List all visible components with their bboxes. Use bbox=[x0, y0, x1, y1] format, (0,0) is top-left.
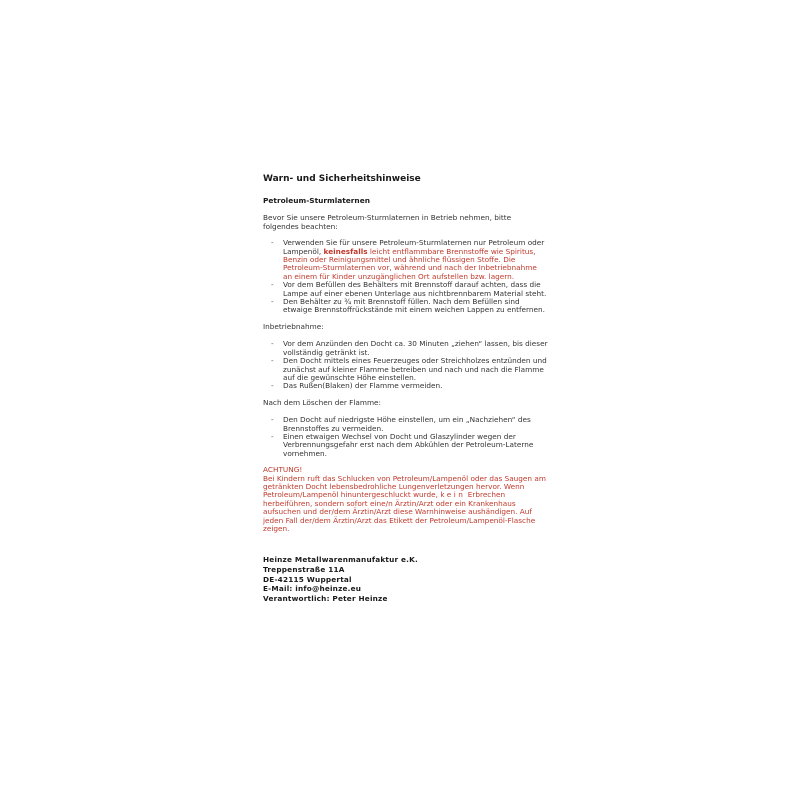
list-item: - Den Behälter zu ¾ mit Brennstoff füllen. Nach dem Befüllen sind etwaige Brennstoffrückstände mit einem weichen Lappen zu entfernen. bbox=[283, 298, 548, 315]
extinguish-list bbox=[263, 416, 548, 458]
warning-text-cont: Erbrechen herbeiführen, sondern sofort eine/n Ärztin/Arzt oder ein Krankenhaus aufsuchen und der/dem Ärztin/Arzt diese Warnhinweise aushändigen. Auf jeden Fall der/dem Ärztin/Arzt das Etikett der Petroleum/Lampenöl-Flasche zeigen. bbox=[263, 490, 536, 533]
section-label-operation: Inbetriebnahme: bbox=[263, 321, 324, 331]
safety-list bbox=[263, 239, 548, 315]
list-item: - Vor dem Anzünden den Docht ca. 30 Minuten „ziehen“ lassen, bis dieser vollständig getränkt ist. bbox=[283, 340, 548, 357]
operation-list bbox=[263, 340, 548, 390]
email-line: E-Mail: info@heinze.eu bbox=[263, 584, 362, 594]
responsible-line: Verantwortlich: Peter Heinze bbox=[263, 593, 388, 603]
warning-text-cont: leicht entflammbare Brennstoffe wie Spiritus, Benzin oder Reinigungsmittel und ähnliche flüssigen Stoffe. Die Petroleum-Sturmlaternen vor, während und nach der Inbetriebnahme an einem für Kinder unzugänglichen Ort aufstellen bzw. lagern. bbox=[283, 246, 537, 281]
list-item: - Den Docht auf niedrigste Höhe einstellen, um ein „Nachziehen“ des Brennstoffes zu vermeiden. bbox=[283, 416, 548, 433]
warning-body bbox=[263, 475, 548, 534]
warning-emphasis: kein bbox=[440, 490, 466, 500]
intro-paragraph: Bevor Sie unsere Petroleum-Sturmlaternen in Betrieb nehmen, bitte folgendes beachten: bbox=[263, 213, 512, 231]
company-name: Heinze Metallwarenmanufaktur e.K. bbox=[263, 555, 418, 565]
warning-text: Bei Kindern ruft das Schlucken von Petroleum/Lampenöl oder das Saugen am getränkten Docht lebensbedrohliche Lungenverletzungen hervor. Wenn Petroleum/Lampenöl hinuntergeschluckt wurde, bbox=[263, 473, 546, 500]
list-item: - Einen etwaigen Wechsel von Docht und Glaszylinder wegen der Verbrennungsgefahr erst nach dem Abkühlen der Petroleum-Laterne vornehmen. bbox=[283, 433, 548, 458]
item-text: Verwenden Sie für unsere Petroleum-Sturmlaternen nur Petroleum oder Lampenöl, bbox=[283, 238, 545, 256]
emphasis-text: keinesfalls bbox=[323, 246, 368, 256]
list-item: - Den Docht mittels eines Feuerzeuges oder Streichholzes entzünden und zunächst auf kleiner Flamme betreiben und nach und nach die Flamme auf die gewünschte Höhe einstellen. bbox=[283, 357, 548, 382]
warning-heading: ACHTUNG! bbox=[263, 465, 303, 475]
city-address: DE-42115 Wuppertal bbox=[263, 574, 352, 584]
document-title: Warn- und Sicherheitshinweise bbox=[263, 174, 421, 184]
street-address: Treppenstraße 11A bbox=[263, 565, 345, 574]
list-item: - Das Rußen(Blaken) der Flamme vermeiden. bbox=[283, 382, 548, 390]
document-subtitle: Petroleum-Sturmlaternen bbox=[263, 196, 370, 205]
list-item bbox=[283, 239, 548, 281]
list-item: - Vor dem Befüllen des Behälters mit Brennstoff darauf achten, dass die Lampe auf einer ebenen Unterlage aus nichtbrennbarem Material steht. bbox=[283, 281, 548, 298]
section-label-extinguish: Nach dem Löschen der Flamme: bbox=[263, 397, 382, 407]
document-page bbox=[263, 174, 548, 603]
warning-block bbox=[263, 466, 548, 533]
contact-block bbox=[263, 555, 548, 603]
